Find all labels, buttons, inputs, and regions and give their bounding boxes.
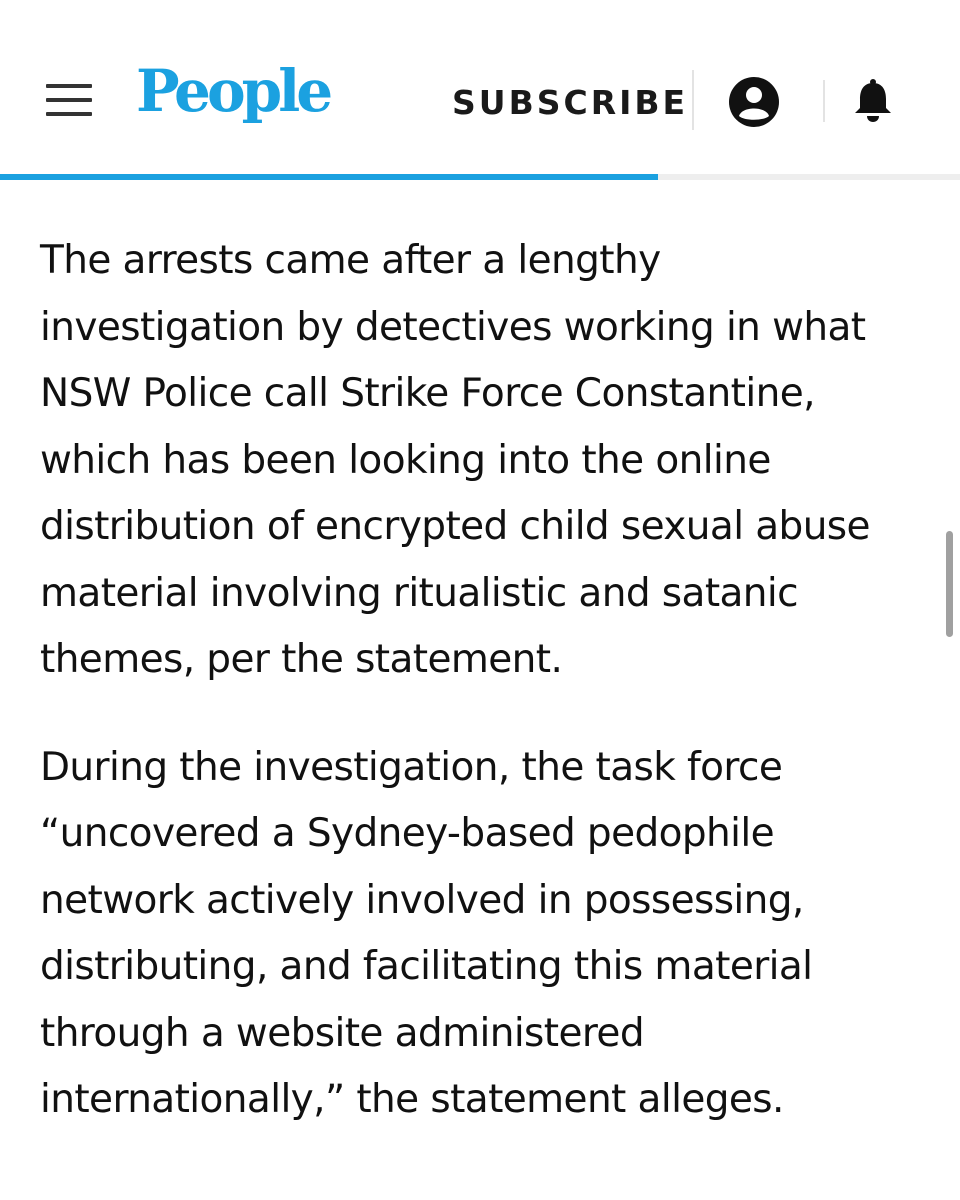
bell-icon[interactable] — [850, 78, 896, 124]
people-logo[interactable]: People — [136, 57, 330, 125]
article-paragraph: During the investigation, the task force “uncovered a Sydney-based pedophile network actively involved in possessing, distributing, and facilitating this material through a website administered internationally,” the statement alleges. — [40, 744, 813, 1122]
scrollbar-thumb[interactable] — [946, 531, 953, 637]
header-divider — [692, 70, 694, 130]
article-body — [40, 228, 920, 1134]
account-icon[interactable] — [728, 76, 780, 128]
header-divider — [823, 80, 825, 122]
reading-progress-bar — [0, 174, 960, 180]
hamburger-menu-icon[interactable] — [46, 84, 92, 118]
reading-progress-fill — [0, 174, 658, 180]
article-paragraph: The arrests came after a lengthy investigation by detectives working in what NSW Police call Strike Force Constantine, which has been looking into the online distribution of encrypted child sexual abuse material involving ritualistic and satanic themes, per the statement. — [40, 238, 870, 682]
site-header — [0, 0, 960, 176]
subscribe-button[interactable]: SUBSCRIBE — [452, 83, 689, 122]
